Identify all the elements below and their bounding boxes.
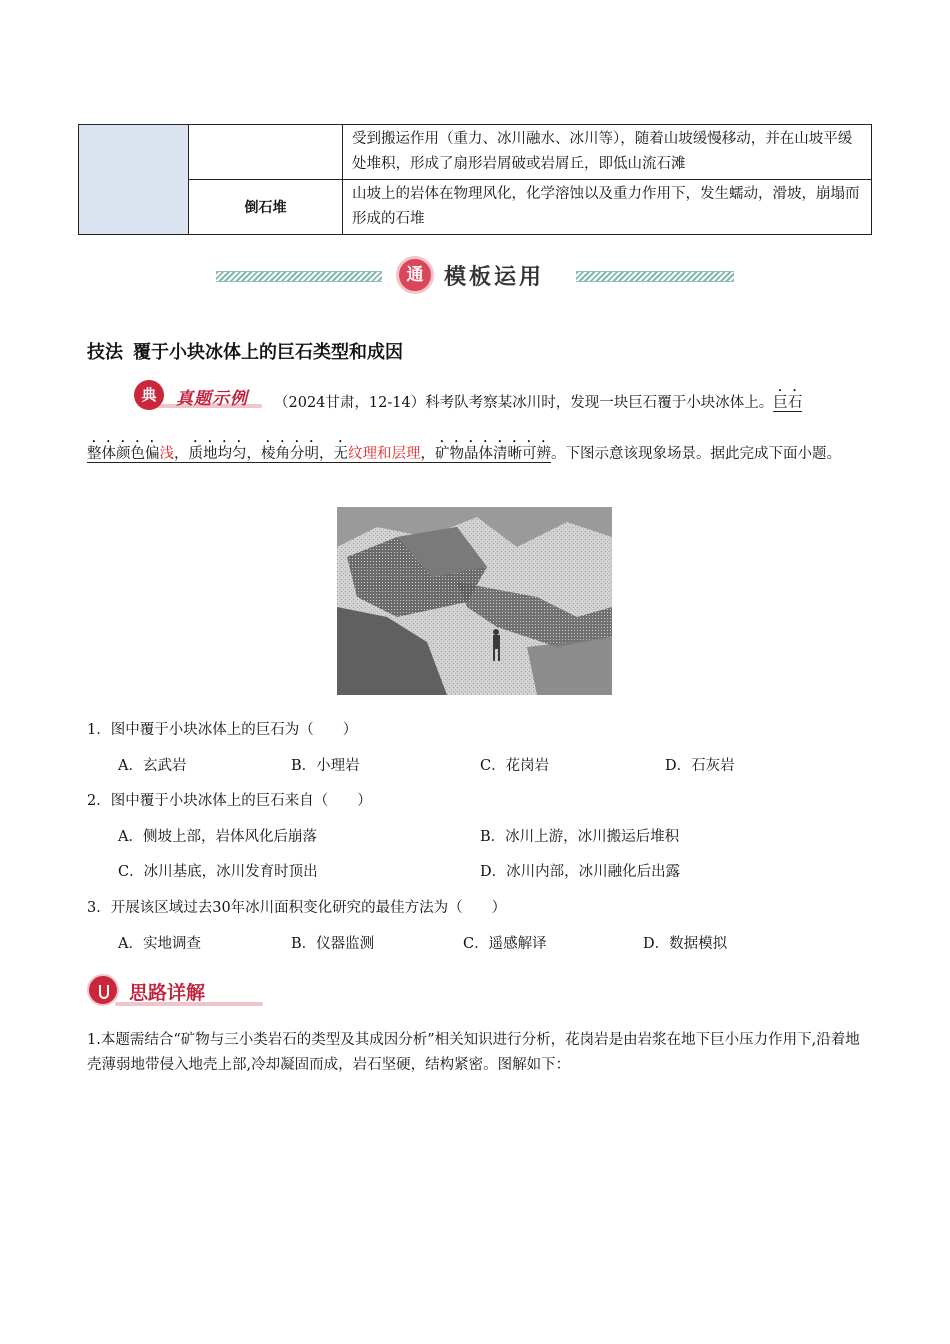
exam-example-tag bbox=[134, 380, 264, 410]
q2-option-c[interactable]: C．冰川基底，冰川发育时顶出 bbox=[118, 864, 318, 880]
rock-type-table bbox=[78, 124, 872, 235]
divider-hatch-right bbox=[576, 271, 734, 282]
banner-title: 模板运用 bbox=[444, 260, 544, 291]
question-1-stem: 1．图中覆于小块冰体上的巨石为（ ） bbox=[87, 722, 358, 738]
exam-tag-label: 真题示例 bbox=[176, 389, 248, 409]
q2-option-b[interactable]: B．冰川上游，冰川搬运后堆积 bbox=[480, 829, 680, 845]
table-name-cell: 倒石堆 bbox=[189, 180, 343, 235]
divider-hatch-left bbox=[216, 271, 382, 282]
q1-option-c[interactable]: C．花岗岩 bbox=[480, 758, 550, 774]
table-desc-cell: 受到搬运作用（重力、冰川融水、冰川等），随着山坡缓慢移动，并在山坡平缓处堆积，形成了扇形岩屑破或岩屑丘，即低山流石滩 bbox=[343, 125, 872, 180]
tong-badge-icon: 通 bbox=[396, 256, 434, 294]
q2-option-d[interactable]: D．冰川内部，冰川融化后出露 bbox=[480, 864, 681, 880]
heading-title: 覆于小块冰体上的巨石类型和成因 bbox=[133, 342, 403, 363]
table-category-cell bbox=[79, 125, 189, 235]
glacier-boulder-photo bbox=[337, 507, 612, 695]
q3-option-b[interactable]: B．仪器监测 bbox=[291, 936, 375, 952]
q2-option-a[interactable]: A．侧坡上部，岩体风化后崩落 bbox=[118, 829, 317, 845]
table-name-cell-empty bbox=[189, 125, 343, 180]
table-desc-cell: 山坡上的岩体在物理风化，化学溶蚀以及重力作用下，发生蠕动，滑坡，崩塌而形成的石堆 bbox=[343, 180, 872, 235]
q3-option-a[interactable]: A．实地调查 bbox=[118, 936, 201, 952]
analysis-tag bbox=[87, 972, 267, 1008]
q3-option-c[interactable]: C．遥感解译 bbox=[463, 936, 547, 952]
analysis-text: 1.本题需结合“矿物与三小类岩石的类型及其成因分析”相关知识进行分析，花岗岩是由岩浆在地下巨小压力作用下,沿着地壳薄弱地带侵入地壳上部,冷却凝固而成，岩石坚硬，结构紧密。图解如下： bbox=[87, 1032, 860, 1073]
question-stem-body: 整体颜色偏浅，质地均匀，棱角分明，无纹理和层理，矿物晶体清晰可辨。下图示意该现象场景。据此完成下面小题。 bbox=[87, 446, 841, 462]
q1-option-a[interactable]: A．玄武岩 bbox=[118, 758, 187, 774]
analysis-label: 思路详解 bbox=[129, 982, 206, 1004]
q1-option-b[interactable]: B．小理岩 bbox=[291, 758, 360, 774]
flask-icon bbox=[87, 974, 119, 1006]
q1-option-d[interactable]: D．石灰岩 bbox=[665, 758, 735, 774]
question-stem-line1: （2024甘肃，12-14）科考队考察某冰川时，发现一块巨石覆于小块冰体上。巨石 bbox=[274, 395, 803, 411]
q3-option-d[interactable]: D．数据模拟 bbox=[643, 936, 728, 952]
question-2-stem: 2．图中覆于小块冰体上的巨石来自（ ） bbox=[87, 793, 372, 809]
question-3-stem: 3．开展该区域过去30年冰川面积变化研究的最佳方法为（ ） bbox=[87, 900, 507, 916]
dian-badge-icon: 典 bbox=[134, 380, 164, 410]
section-divider-banner bbox=[216, 254, 734, 296]
heading-label: 技法 bbox=[87, 342, 123, 363]
section-heading bbox=[87, 338, 403, 364]
